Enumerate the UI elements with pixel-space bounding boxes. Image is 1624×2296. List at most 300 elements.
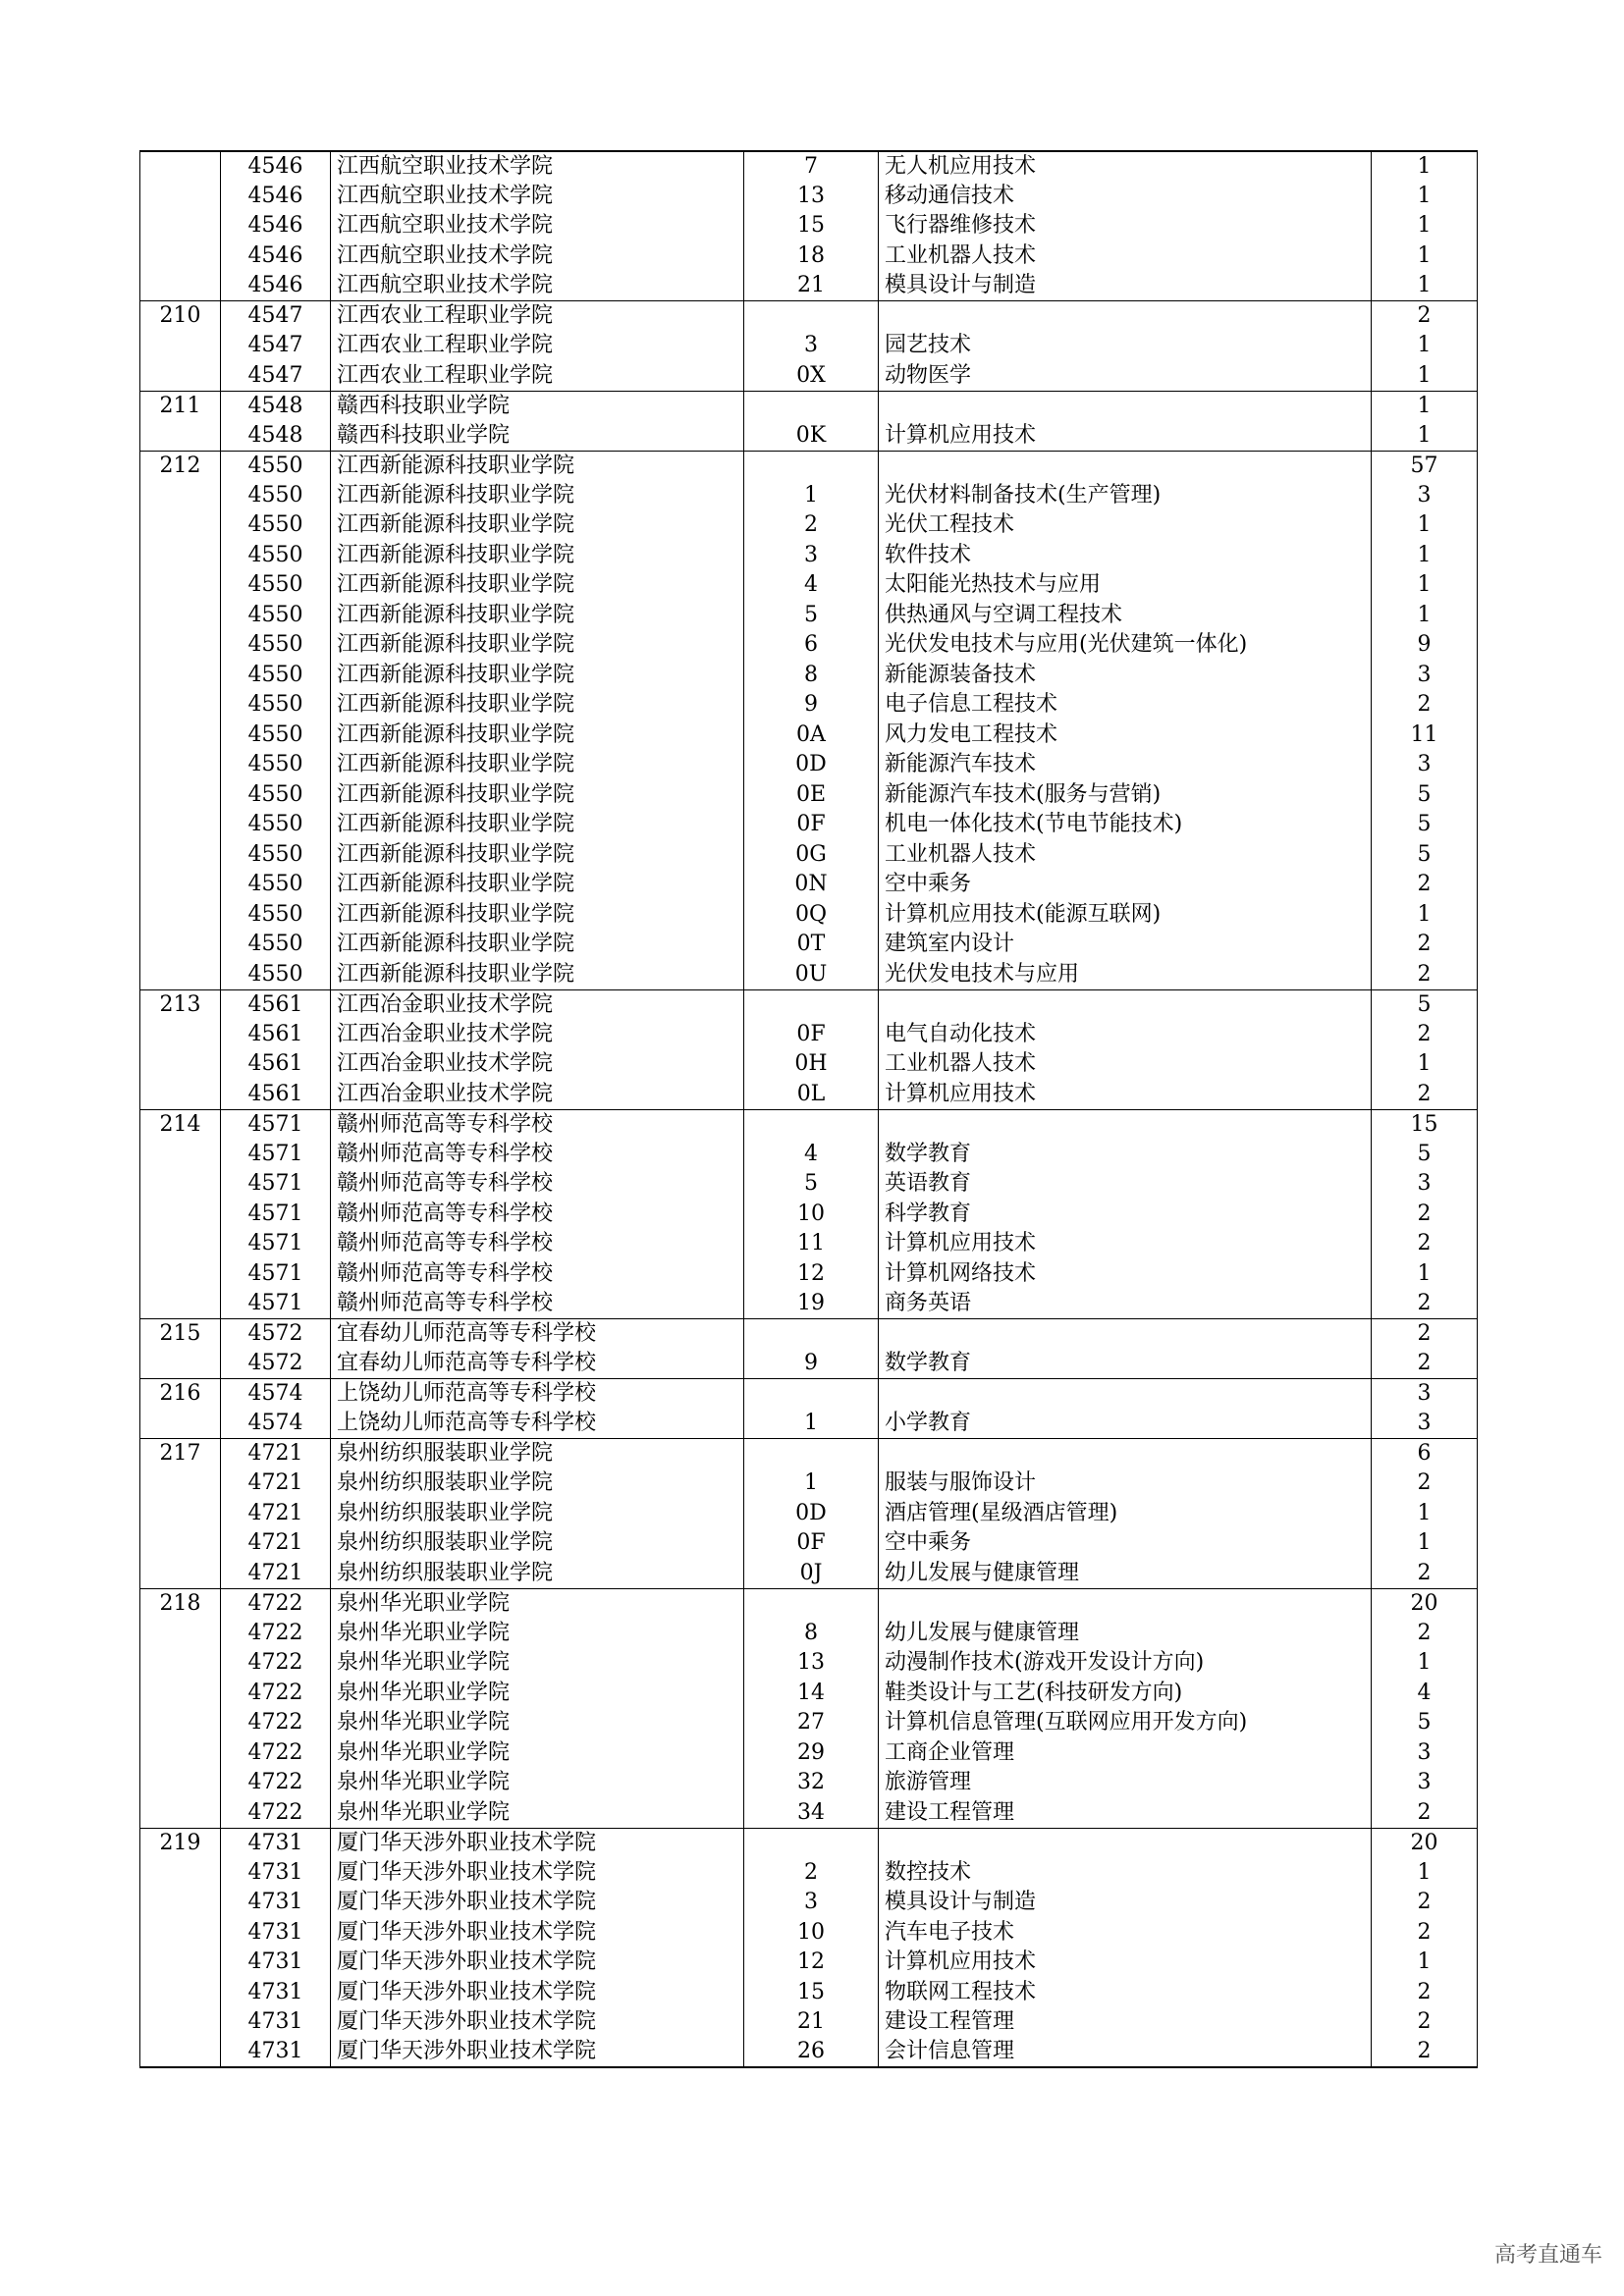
institution-code-cell: 4550 bbox=[221, 690, 331, 721]
seq-cell bbox=[140, 481, 221, 511]
plan-count-cell: 1 bbox=[1372, 1259, 1478, 1290]
plan-count-cell: 2 bbox=[1372, 1918, 1478, 1949]
major-code-cell: 12 bbox=[744, 1948, 879, 1978]
major-code-cell: 1 bbox=[744, 1409, 879, 1439]
institution-name-cell: 赣州师范高等专科学校 bbox=[331, 1200, 744, 1230]
plan-count-cell: 2 bbox=[1372, 301, 1478, 332]
seq-cell bbox=[140, 661, 221, 691]
table-row bbox=[140, 481, 1478, 511]
plan-count-cell: 20 bbox=[1372, 1828, 1478, 1858]
plan-count-cell: 5 bbox=[1372, 780, 1478, 811]
plan-count-cell: 2 bbox=[1372, 2038, 1478, 2068]
plan-count-cell: 5 bbox=[1372, 989, 1478, 1020]
institution-code-cell: 4721 bbox=[221, 1499, 331, 1529]
plan-count-cell: 2 bbox=[1372, 1468, 1478, 1499]
institution-code-cell: 4722 bbox=[221, 1619, 331, 1649]
table-row bbox=[140, 541, 1478, 571]
institution-name-cell: 泉州华光职业学院 bbox=[331, 1768, 744, 1798]
institution-code-cell: 4561 bbox=[221, 989, 331, 1020]
table-row bbox=[140, 1319, 1478, 1350]
institution-name-cell: 江西新能源科技职业学院 bbox=[331, 661, 744, 691]
major-code-cell: 8 bbox=[744, 661, 879, 691]
institution-name-cell: 上饶幼儿师范高等专科学校 bbox=[331, 1379, 744, 1410]
major-code-cell: 34 bbox=[744, 1798, 879, 1829]
plan-count-cell: 2 bbox=[1372, 1319, 1478, 1350]
table-row bbox=[140, 1768, 1478, 1798]
institution-name-cell: 泉州华光职业学院 bbox=[331, 1619, 744, 1649]
major-code-cell: 19 bbox=[744, 1289, 879, 1319]
institution-code-cell: 4550 bbox=[221, 661, 331, 691]
major-name-cell: 光伏发电技术与应用 bbox=[879, 960, 1372, 990]
major-name-cell bbox=[879, 391, 1372, 421]
institution-code-cell: 4548 bbox=[221, 391, 331, 421]
institution-code-cell: 4550 bbox=[221, 900, 331, 931]
seq-cell bbox=[140, 690, 221, 721]
major-name-cell bbox=[879, 1109, 1372, 1140]
plan-count-cell: 5 bbox=[1372, 810, 1478, 840]
plan-count-cell: 1 bbox=[1372, 151, 1478, 182]
institution-name-cell: 江西冶金职业技术学院 bbox=[331, 1080, 744, 1110]
major-name-cell: 鞋类设计与工艺(科技研发方向) bbox=[879, 1679, 1372, 1709]
seq-cell bbox=[140, 750, 221, 780]
major-name-cell: 太阳能光热技术与应用 bbox=[879, 570, 1372, 601]
major-code-cell: 21 bbox=[744, 2007, 879, 2038]
major-name-cell: 幼儿发展与健康管理 bbox=[879, 1619, 1372, 1649]
major-name-cell: 供热通风与空调工程技术 bbox=[879, 601, 1372, 631]
table-row bbox=[140, 1708, 1478, 1738]
table-row bbox=[140, 241, 1478, 272]
table-row bbox=[140, 1109, 1478, 1140]
major-name-cell: 模具设计与制造 bbox=[879, 1888, 1372, 1918]
institution-code-cell: 4561 bbox=[221, 1049, 331, 1080]
plan-count-cell: 1 bbox=[1372, 391, 1478, 421]
table-row bbox=[140, 1619, 1478, 1649]
seq-cell: 211 bbox=[140, 391, 221, 421]
major-name-cell: 动物医学 bbox=[879, 361, 1372, 392]
major-code-cell bbox=[744, 301, 879, 332]
plan-count-cell: 1 bbox=[1372, 900, 1478, 931]
institution-code-cell: 4550 bbox=[221, 721, 331, 751]
table-row bbox=[140, 1528, 1478, 1559]
major-code-cell: 4 bbox=[744, 570, 879, 601]
institution-code-cell: 4550 bbox=[221, 780, 331, 811]
institution-code-cell: 4550 bbox=[221, 451, 331, 481]
institution-name-cell: 江西新能源科技职业学院 bbox=[331, 630, 744, 661]
table-row bbox=[140, 510, 1478, 541]
watermark: 高考直通车 bbox=[1493, 2243, 1602, 2268]
seq-cell bbox=[140, 541, 221, 571]
institution-name-cell: 江西新能源科技职业学院 bbox=[331, 451, 744, 481]
major-name-cell bbox=[879, 1379, 1372, 1410]
table-row bbox=[140, 182, 1478, 212]
seq-cell bbox=[140, 1918, 221, 1949]
table-row bbox=[140, 690, 1478, 721]
plan-count-cell: 1 bbox=[1372, 182, 1478, 212]
seq-cell bbox=[140, 1768, 221, 1798]
seq-cell bbox=[140, 1528, 221, 1559]
plan-count-cell: 1 bbox=[1372, 1948, 1478, 1978]
institution-code-cell: 4731 bbox=[221, 1978, 331, 2008]
major-code-cell: 26 bbox=[744, 2038, 879, 2068]
institution-name-cell: 江西新能源科技职业学院 bbox=[331, 840, 744, 871]
seq-cell bbox=[140, 1499, 221, 1529]
table-row bbox=[140, 930, 1478, 960]
table-row bbox=[140, 1918, 1478, 1949]
seq-cell bbox=[140, 1559, 221, 1589]
table-row bbox=[140, 1948, 1478, 1978]
institution-code-cell: 4571 bbox=[221, 1140, 331, 1170]
plan-count-cell: 1 bbox=[1372, 211, 1478, 241]
plan-count-cell: 1 bbox=[1372, 361, 1478, 392]
table-row bbox=[140, 1588, 1478, 1619]
institution-code-cell: 4571 bbox=[221, 1169, 331, 1200]
plan-count-cell: 1 bbox=[1372, 1648, 1478, 1679]
major-name-cell: 计算机应用技术 bbox=[879, 421, 1372, 452]
institution-name-cell: 江西新能源科技职业学院 bbox=[331, 601, 744, 631]
seq-cell bbox=[140, 1020, 221, 1050]
institution-code-cell: 4550 bbox=[221, 810, 331, 840]
major-code-cell: 8 bbox=[744, 1619, 879, 1649]
major-code-cell: 11 bbox=[744, 1229, 879, 1259]
seq-cell bbox=[140, 930, 221, 960]
table-row bbox=[140, 1559, 1478, 1589]
major-name-cell bbox=[879, 301, 1372, 332]
major-name-cell: 旅游管理 bbox=[879, 1768, 1372, 1798]
table-row bbox=[140, 271, 1478, 301]
major-code-cell: 10 bbox=[744, 1200, 879, 1230]
institution-code-cell: 4722 bbox=[221, 1648, 331, 1679]
major-code-cell: 0L bbox=[744, 1080, 879, 1110]
major-name-cell: 工业机器人技术 bbox=[879, 840, 1372, 871]
institution-code-cell: 4731 bbox=[221, 1948, 331, 1978]
major-code-cell: 18 bbox=[744, 241, 879, 272]
plan-count-cell: 2 bbox=[1372, 1888, 1478, 1918]
institution-name-cell: 厦门华天涉外职业技术学院 bbox=[331, 1948, 744, 1978]
major-name-cell: 计算机应用技术(能源互联网) bbox=[879, 900, 1372, 931]
plan-count-cell: 3 bbox=[1372, 1768, 1478, 1798]
major-name-cell bbox=[879, 1828, 1372, 1858]
seq-cell bbox=[140, 2038, 221, 2068]
major-name-cell: 新能源汽车技术 bbox=[879, 750, 1372, 780]
plan-count-cell: 3 bbox=[1372, 1738, 1478, 1769]
plan-count-cell: 2 bbox=[1372, 690, 1478, 721]
institution-name-cell: 赣州师范高等专科学校 bbox=[331, 1229, 744, 1259]
institution-code-cell: 4571 bbox=[221, 1109, 331, 1140]
plan-count-cell: 57 bbox=[1372, 451, 1478, 481]
plan-count-cell: 6 bbox=[1372, 1439, 1478, 1469]
institution-code-cell: 4731 bbox=[221, 2038, 331, 2068]
plan-count-cell: 2 bbox=[1372, 960, 1478, 990]
institution-name-cell: 泉州华光职业学院 bbox=[331, 1798, 744, 1829]
plan-count-cell: 3 bbox=[1372, 1409, 1478, 1439]
institution-code-cell: 4722 bbox=[221, 1738, 331, 1769]
major-code-cell: 0F bbox=[744, 810, 879, 840]
major-name-cell: 机电一体化技术(节电节能技术) bbox=[879, 810, 1372, 840]
institution-name-cell: 厦门华天涉外职业技术学院 bbox=[331, 1858, 744, 1889]
institution-name-cell: 赣州师范高等专科学校 bbox=[331, 1289, 744, 1319]
major-name-cell: 计算机信息管理(互联网应用开发方向) bbox=[879, 1708, 1372, 1738]
institution-code-cell: 4571 bbox=[221, 1200, 331, 1230]
institution-name-cell: 泉州纺织服装职业学院 bbox=[331, 1439, 744, 1469]
institution-name-cell: 泉州华光职业学院 bbox=[331, 1648, 744, 1679]
table-row bbox=[140, 331, 1478, 361]
institution-code-cell: 4722 bbox=[221, 1708, 331, 1738]
table-row bbox=[140, 1738, 1478, 1769]
seq-cell bbox=[140, 1858, 221, 1889]
major-code-cell: 0D bbox=[744, 1499, 879, 1529]
seq-cell bbox=[140, 601, 221, 631]
major-name-cell: 计算机应用技术 bbox=[879, 1229, 1372, 1259]
institution-name-cell: 江西新能源科技职业学院 bbox=[331, 870, 744, 900]
major-name-cell: 工业机器人技术 bbox=[879, 241, 1372, 272]
table-row bbox=[140, 391, 1478, 421]
institution-name-cell: 厦门华天涉外职业技术学院 bbox=[331, 1978, 744, 2008]
major-code-cell: 13 bbox=[744, 182, 879, 212]
institution-code-cell: 4550 bbox=[221, 541, 331, 571]
institution-code-cell: 4550 bbox=[221, 840, 331, 871]
major-name-cell: 幼儿发展与健康管理 bbox=[879, 1559, 1372, 1589]
major-name-cell: 光伏工程技术 bbox=[879, 510, 1372, 541]
institution-code-cell: 4574 bbox=[221, 1409, 331, 1439]
institution-name-cell: 厦门华天涉外职业技术学院 bbox=[331, 2038, 744, 2068]
table-row bbox=[140, 2038, 1478, 2068]
seq-cell bbox=[140, 1140, 221, 1170]
plan-count-cell: 5 bbox=[1372, 840, 1478, 871]
major-code-cell: 4 bbox=[744, 1140, 879, 1170]
major-code-cell: 1 bbox=[744, 1468, 879, 1499]
major-code-cell: 3 bbox=[744, 541, 879, 571]
institution-name-cell: 江西新能源科技职业学院 bbox=[331, 481, 744, 511]
major-name-cell: 模具设计与制造 bbox=[879, 271, 1372, 301]
institution-code-cell: 4546 bbox=[221, 182, 331, 212]
seq-cell bbox=[140, 1798, 221, 1829]
major-name-cell: 服装与服饰设计 bbox=[879, 1468, 1372, 1499]
table-row bbox=[140, 1978, 1478, 2008]
plan-count-cell: 2 bbox=[1372, 1798, 1478, 1829]
major-code-cell: 5 bbox=[744, 1169, 879, 1200]
table-row bbox=[140, 1140, 1478, 1170]
major-name-cell: 动漫制作技术(游戏开发设计方向) bbox=[879, 1648, 1372, 1679]
plan-count-cell: 1 bbox=[1372, 421, 1478, 452]
major-name-cell: 建筑室内设计 bbox=[879, 930, 1372, 960]
seq-cell bbox=[140, 570, 221, 601]
major-name-cell bbox=[879, 1319, 1372, 1350]
major-code-cell: 0E bbox=[744, 780, 879, 811]
table-row bbox=[140, 601, 1478, 631]
seq-cell bbox=[140, 361, 221, 392]
major-name-cell: 数学教育 bbox=[879, 1349, 1372, 1379]
institution-code-cell: 4550 bbox=[221, 930, 331, 960]
table-row bbox=[140, 1289, 1478, 1319]
institution-name-cell: 赣西科技职业学院 bbox=[331, 421, 744, 452]
major-name-cell: 数控技术 bbox=[879, 1858, 1372, 1889]
major-name-cell: 空中乘务 bbox=[879, 1528, 1372, 1559]
major-name-cell: 电子信息工程技术 bbox=[879, 690, 1372, 721]
seq-cell bbox=[140, 1049, 221, 1080]
major-code-cell bbox=[744, 1828, 879, 1858]
major-code-cell: 0A bbox=[744, 721, 879, 751]
institution-name-cell: 上饶幼儿师范高等专科学校 bbox=[331, 1409, 744, 1439]
major-name-cell: 计算机网络技术 bbox=[879, 1259, 1372, 1290]
table-row bbox=[140, 451, 1478, 481]
institution-name-cell: 厦门华天涉外职业技术学院 bbox=[331, 1828, 744, 1858]
institution-code-cell: 4547 bbox=[221, 301, 331, 332]
major-code-cell bbox=[744, 989, 879, 1020]
table-row bbox=[140, 960, 1478, 990]
major-code-cell bbox=[744, 1319, 879, 1350]
plan-count-cell: 5 bbox=[1372, 1140, 1478, 1170]
institution-name-cell: 江西农业工程职业学院 bbox=[331, 331, 744, 361]
seq-cell bbox=[140, 182, 221, 212]
institution-code-cell: 4550 bbox=[221, 870, 331, 900]
major-code-cell: 2 bbox=[744, 1858, 879, 1889]
institution-name-cell: 宜春幼儿师范高等专科学校 bbox=[331, 1319, 744, 1350]
major-code-cell bbox=[744, 1439, 879, 1469]
major-code-cell: 29 bbox=[744, 1738, 879, 1769]
major-code-cell: 0X bbox=[744, 361, 879, 392]
table-row bbox=[140, 989, 1478, 1020]
institution-name-cell: 江西冶金职业技术学院 bbox=[331, 989, 744, 1020]
seq-cell bbox=[140, 870, 221, 900]
major-name-cell: 工业机器人技术 bbox=[879, 1049, 1372, 1080]
major-code-cell: 0Q bbox=[744, 900, 879, 931]
table-row bbox=[140, 750, 1478, 780]
major-name-cell: 计算机应用技术 bbox=[879, 1948, 1372, 1978]
table-row bbox=[140, 151, 1478, 182]
seq-cell bbox=[140, 241, 221, 272]
institution-name-cell: 泉州华光职业学院 bbox=[331, 1679, 744, 1709]
seq-cell bbox=[140, 1409, 221, 1439]
seq-cell bbox=[140, 1200, 221, 1230]
seq-cell bbox=[140, 1289, 221, 1319]
plan-count-cell: 3 bbox=[1372, 750, 1478, 780]
seq-cell bbox=[140, 211, 221, 241]
institution-code-cell: 4572 bbox=[221, 1349, 331, 1379]
plan-count-cell: 1 bbox=[1372, 570, 1478, 601]
major-name-cell: 电气自动化技术 bbox=[879, 1020, 1372, 1050]
seq-cell: 214 bbox=[140, 1109, 221, 1140]
institution-code-cell: 4571 bbox=[221, 1259, 331, 1290]
institution-code-cell: 4571 bbox=[221, 1229, 331, 1259]
table-row bbox=[140, 1349, 1478, 1379]
table-row bbox=[140, 1648, 1478, 1679]
institution-code-cell: 4722 bbox=[221, 1679, 331, 1709]
major-code-cell bbox=[744, 391, 879, 421]
major-name-cell bbox=[879, 989, 1372, 1020]
institution-name-cell: 江西新能源科技职业学院 bbox=[331, 780, 744, 811]
institution-name-cell: 泉州纺织服装职业学院 bbox=[331, 1559, 744, 1589]
plan-count-cell: 1 bbox=[1372, 1528, 1478, 1559]
major-name-cell: 数学教育 bbox=[879, 1140, 1372, 1170]
seq-cell bbox=[140, 630, 221, 661]
table-row bbox=[140, 1200, 1478, 1230]
major-code-cell: 0J bbox=[744, 1559, 879, 1589]
plan-count-cell: 3 bbox=[1372, 661, 1478, 691]
major-code-cell bbox=[744, 1379, 879, 1410]
seq-cell bbox=[140, 1229, 221, 1259]
seq-cell bbox=[140, 1259, 221, 1290]
major-code-cell: 0T bbox=[744, 930, 879, 960]
plan-count-cell: 2 bbox=[1372, 1349, 1478, 1379]
institution-code-cell: 4731 bbox=[221, 1888, 331, 1918]
major-name-cell: 空中乘务 bbox=[879, 870, 1372, 900]
seq-cell bbox=[140, 1648, 221, 1679]
major-name-cell: 光伏材料制备技术(生产管理) bbox=[879, 481, 1372, 511]
institution-name-cell: 泉州纺织服装职业学院 bbox=[331, 1468, 744, 1499]
seq-cell bbox=[140, 331, 221, 361]
institution-name-cell: 江西新能源科技职业学院 bbox=[331, 750, 744, 780]
institution-name-cell: 江西航空职业技术学院 bbox=[331, 182, 744, 212]
institution-code-cell: 4731 bbox=[221, 1918, 331, 1949]
seq-cell bbox=[140, 421, 221, 452]
institution-code-cell: 4574 bbox=[221, 1379, 331, 1410]
major-code-cell: 2 bbox=[744, 510, 879, 541]
table-row bbox=[140, 721, 1478, 751]
table-row bbox=[140, 1379, 1478, 1410]
institution-name-cell: 江西新能源科技职业学院 bbox=[331, 900, 744, 931]
institution-name-cell: 赣州师范高等专科学校 bbox=[331, 1259, 744, 1290]
seq-cell bbox=[140, 780, 221, 811]
institution-name-cell: 江西新能源科技职业学院 bbox=[331, 541, 744, 571]
seq-cell bbox=[140, 1468, 221, 1499]
seq-cell: 215 bbox=[140, 1319, 221, 1350]
major-code-cell: 15 bbox=[744, 1978, 879, 2008]
major-code-cell: 3 bbox=[744, 331, 879, 361]
seq-cell: 210 bbox=[140, 301, 221, 332]
major-code-cell: 0H bbox=[744, 1049, 879, 1080]
institution-name-cell: 厦门华天涉外职业技术学院 bbox=[331, 1888, 744, 1918]
major-name-cell: 商务英语 bbox=[879, 1289, 1372, 1319]
institution-code-cell: 4721 bbox=[221, 1528, 331, 1559]
table-row bbox=[140, 1468, 1478, 1499]
institution-name-cell: 宜春幼儿师范高等专科学校 bbox=[331, 1349, 744, 1379]
major-name-cell: 园艺技术 bbox=[879, 331, 1372, 361]
plan-count-cell: 1 bbox=[1372, 1858, 1478, 1889]
institution-name-cell: 泉州纺织服装职业学院 bbox=[331, 1499, 744, 1529]
plan-count-cell: 2 bbox=[1372, 1229, 1478, 1259]
major-code-cell: 10 bbox=[744, 1918, 879, 1949]
seq-cell bbox=[140, 1948, 221, 1978]
table-row bbox=[140, 630, 1478, 661]
major-name-cell: 科学教育 bbox=[879, 1200, 1372, 1230]
major-code-cell: 1 bbox=[744, 481, 879, 511]
plan-count-cell: 1 bbox=[1372, 331, 1478, 361]
plan-count-cell: 2 bbox=[1372, 1978, 1478, 2008]
institution-code-cell: 4548 bbox=[221, 421, 331, 452]
plan-count-cell: 1 bbox=[1372, 541, 1478, 571]
institution-code-cell: 4547 bbox=[221, 331, 331, 361]
seq-cell: 216 bbox=[140, 1379, 221, 1410]
table-row bbox=[140, 1888, 1478, 1918]
plan-count-cell: 5 bbox=[1372, 1708, 1478, 1738]
table-row bbox=[140, 1169, 1478, 1200]
table-row bbox=[140, 1439, 1478, 1469]
table-row bbox=[140, 1409, 1478, 1439]
plan-count-cell: 1 bbox=[1372, 241, 1478, 272]
institution-code-cell: 4547 bbox=[221, 361, 331, 392]
major-code-cell: 27 bbox=[744, 1708, 879, 1738]
enrollment-plan-table bbox=[139, 150, 1478, 2068]
major-name-cell: 飞行器维修技术 bbox=[879, 211, 1372, 241]
plan-count-cell: 2 bbox=[1372, 870, 1478, 900]
major-code-cell: 9 bbox=[744, 1349, 879, 1379]
institution-code-cell: 4572 bbox=[221, 1319, 331, 1350]
table-row bbox=[140, 421, 1478, 452]
table-row bbox=[140, 2007, 1478, 2038]
seq-cell bbox=[140, 721, 221, 751]
institution-name-cell: 江西农业工程职业学院 bbox=[331, 301, 744, 332]
table-row bbox=[140, 810, 1478, 840]
